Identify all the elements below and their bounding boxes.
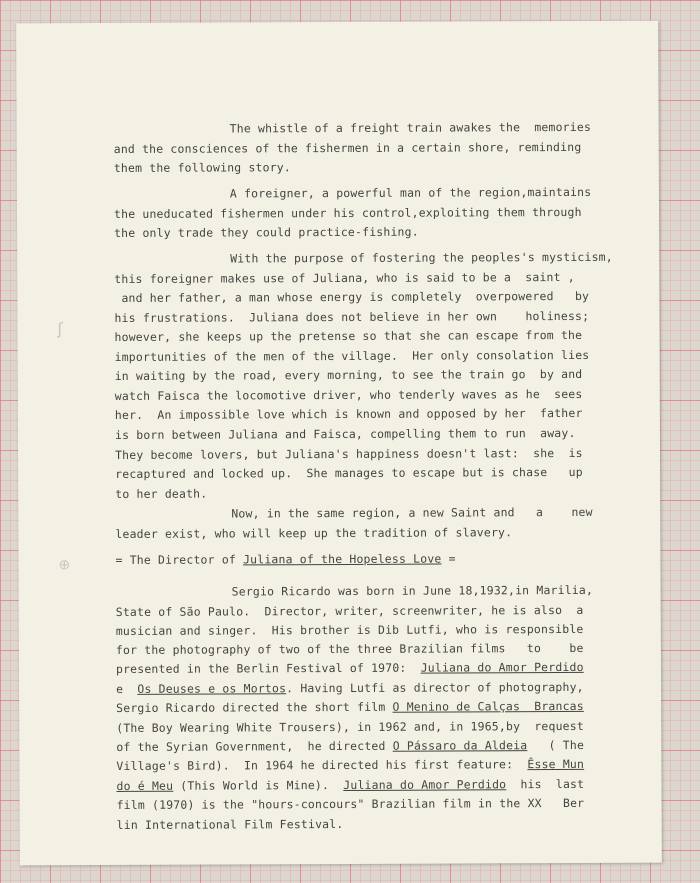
text-segment: presented in the Berlin Festival of 1970: xyxy=(115,660,421,676)
synopsis-line: however, she keeps up the pretense so that she can escape from the xyxy=(114,327,583,344)
text-segment: film (1970) is the "hours-concours" Brazilian film in the XX Ber xyxy=(116,795,585,812)
synopsis-line: The whistle of a freight train awakes the memories xyxy=(229,119,592,136)
synopsis-line: With the purpose of fostering the peoples's mysticism, xyxy=(230,249,613,266)
text-segment: Sergio Ricardo directed the short film xyxy=(116,699,393,715)
biography-line xyxy=(232,581,593,602)
synopsis-line: watch Faisca the locomotive driver, who tenderly waves as he sees xyxy=(114,386,583,403)
biography-line xyxy=(117,815,344,836)
punch-hole-mark: ʃ xyxy=(57,319,63,339)
text-segment: (The Boy Wearing White Trousers), in 1962 and, in 1965,by request xyxy=(116,718,584,735)
heading-film-title: Juliana of the Hopeless Love xyxy=(243,551,442,567)
text-segment: lin International Film Festival. xyxy=(116,816,344,832)
text-segment: ( The xyxy=(527,737,585,753)
biography-line xyxy=(117,794,585,816)
synopsis-section xyxy=(16,21,658,541)
synopsis-line: his frustrations. Juliana does not believe in her own holiness; xyxy=(114,308,590,325)
biography-line xyxy=(116,697,584,719)
synopsis-line: to her death. xyxy=(115,486,208,501)
heading-prefix: = The Director of xyxy=(115,552,244,567)
synopsis-line: A foreigner, a powerful man of the region,maintains xyxy=(229,184,592,201)
synopsis-line: and her father, a man whose energy is completely overpowered by xyxy=(114,288,590,305)
biography-line xyxy=(116,658,584,680)
film-title: Juliana do Amor Perdido xyxy=(343,777,507,792)
text-segment: his last xyxy=(506,776,585,792)
synopsis-line: this foreigner makes use of Juliana, who is said to be a saint , xyxy=(114,269,575,286)
film-title: do é Meu xyxy=(116,778,174,793)
synopsis-line: in waiting by the road, every morning, to see the train go by and xyxy=(114,366,583,383)
text-segment: Village's Bird). In 1964 he directed his first feature: xyxy=(116,757,528,773)
biography-line xyxy=(116,755,584,777)
synopsis-line: recaptured and locked up. She manages to escape but is chase up xyxy=(115,464,583,481)
synopsis-line: importunities of the men of the village. Her only consolation lies xyxy=(114,347,590,364)
text-segment: . Having Lutfi as director of photography, xyxy=(286,679,584,696)
text-segment: musician and singer. His brother is Dib Lutfi, who is responsible xyxy=(115,621,584,638)
text-segment: State of São Paulo. Director, writer, screenwriter, he is also a xyxy=(115,602,584,619)
synopsis-line: Now, in the same region, a new Saint and a new xyxy=(231,504,593,521)
synopsis-line: the only trade they could practice-fishing. xyxy=(114,224,419,240)
text-segment: of the Syrian Government, he directed xyxy=(116,738,393,754)
punch-hole-mark: ⊕ xyxy=(58,557,71,574)
text-segment: for the photography of two of the three Brazilian films to be xyxy=(115,640,584,657)
synopsis-line: They become lovers, but Juliana's happiness doesn't last: she is xyxy=(115,445,583,462)
heading-suffix: = xyxy=(441,551,456,566)
film-title: O Menino de Calças Brancas xyxy=(392,698,584,714)
director-heading xyxy=(115,549,455,570)
typed-page xyxy=(16,21,662,866)
synopsis-line: her. An impossible love which is known and opposed by her father xyxy=(114,405,583,422)
film-title: O Pássaro da Aldeia xyxy=(392,738,528,753)
film-title: Os Deuses e os Mortos xyxy=(137,681,287,696)
text-segment: Sergio Ricardo was born in June 18,1932,in Marilia, xyxy=(231,582,594,599)
synopsis-line: leader exist, who will keep up the tradition of slavery. xyxy=(115,525,513,541)
synopsis-line: and the consciences of the fishermen in a certain shore, reminding xyxy=(113,139,582,156)
text-segment: (This World is Mine). xyxy=(173,777,344,793)
film-title: Êsse Mun xyxy=(527,756,585,772)
synopsis-line: them the following story. xyxy=(113,160,291,175)
synopsis-line: is born between Juliana and Faisca, compelling them to run away. xyxy=(114,425,576,442)
text-segment: e xyxy=(116,681,138,696)
film-title: Juliana do Amor Perdido xyxy=(420,659,584,675)
synopsis-line: the uneducated fishermen under his control,exploiting them through xyxy=(113,204,582,221)
